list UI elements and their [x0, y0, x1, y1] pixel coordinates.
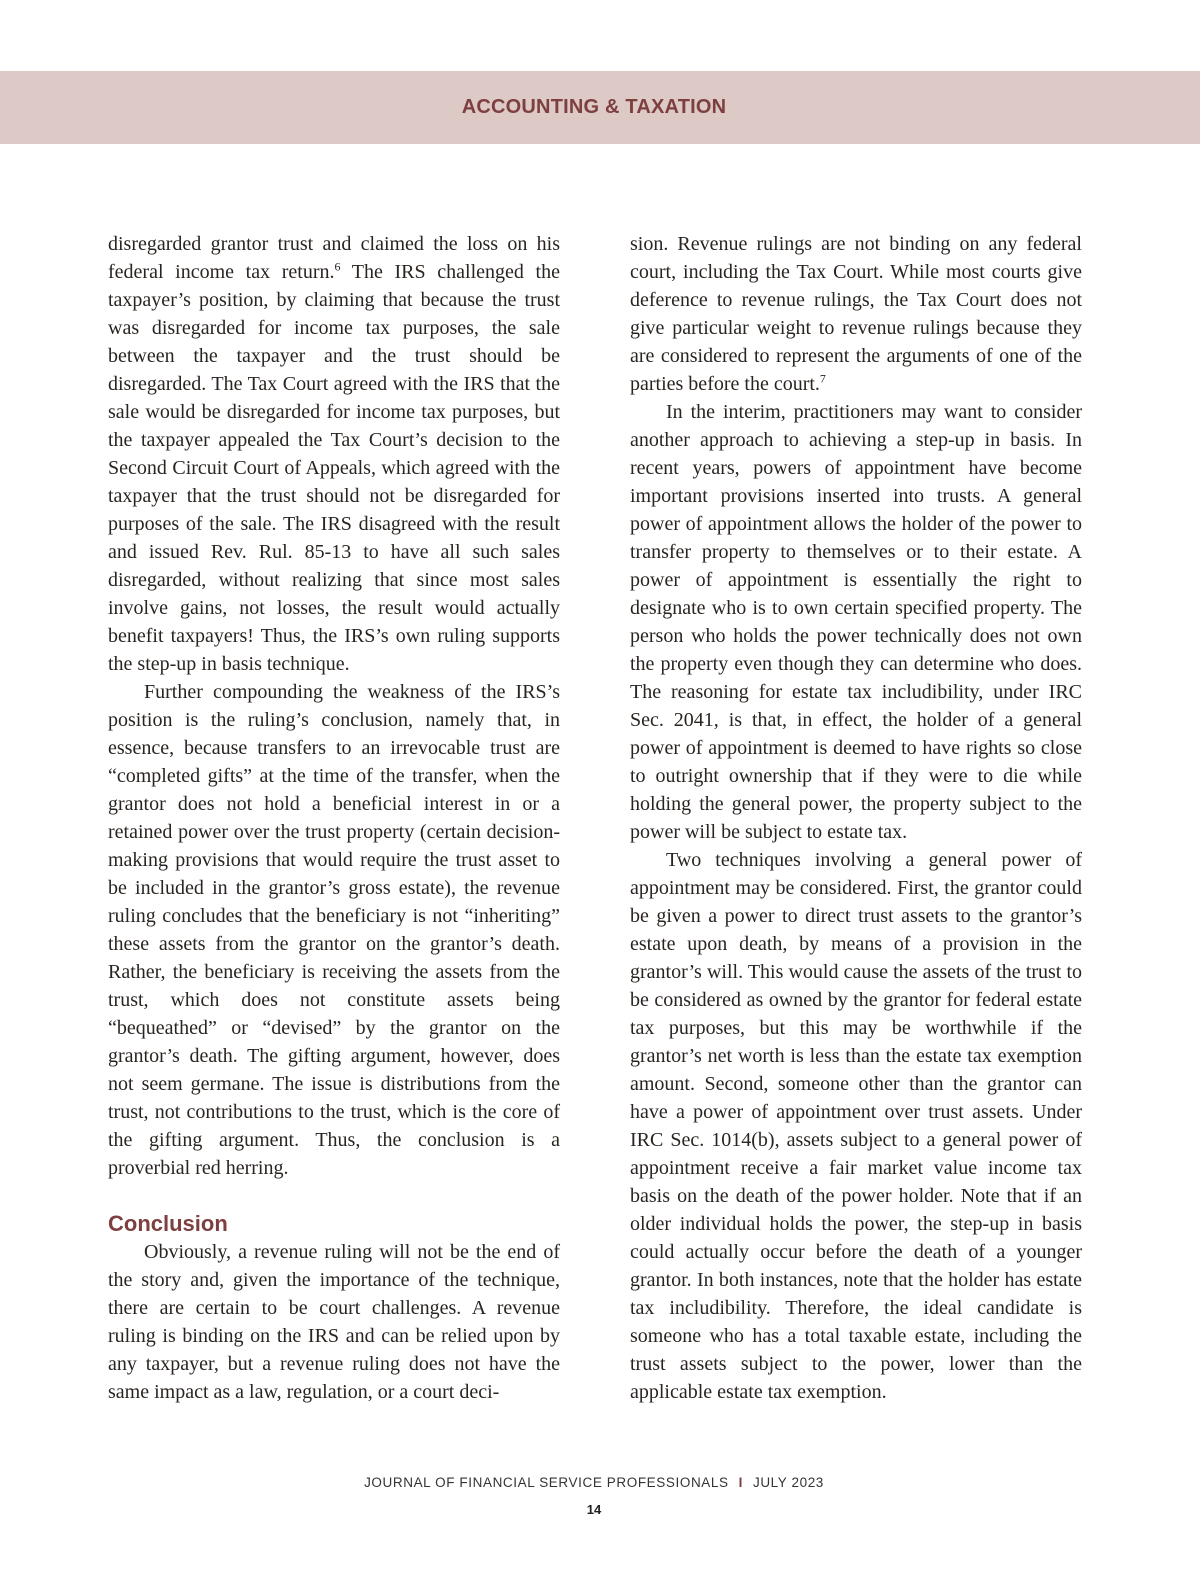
journal-name: JOURNAL OF FINANCIAL SERVICE PROFESSIONALS: [364, 1475, 729, 1490]
paragraph: Two techniques involving a general power of appointment may be considered. First, the grantor could be given a power to direct trust assets to the grantor’s estate upon death, by means of a provision in the grantor’s will. This would cause the assets of the trust to be considered as owned by the grantor for federal estate tax purposes, but this may be worthwhile if the grantor’s net worth is less than the estate tax exemption amount. Second, someone other than the grantor can have a power of appointment over trust assets. Under IRC Sec. 1014(b), assets subject to a general power of appointment receive a fair market value income tax basis on the death of the power holder. Note that if an older individual holds the power, the step-up in basis could actually occur before the death of a younger grantor. In both instances, note that the holder has estate tax includibility. Therefore, the ideal candidate is someone who has a total taxable estate, including the trust assets subject to the power, lower than the applicable estate tax exemption.: [630, 849, 1082, 1403]
paragraph: Further compounding the weakness of the IRS’s position is the ruling’s conclusion, namely that, in essence, because transfers to an irrevocable trust are “completed gifts” at the time of the transfer, when the grantor does not hold a beneficial interest in or a retained power over the trust property (certain decision-making provisions that would require the trust asset to be included in the grantor’s gross estate), the revenue ruling concludes that the beneficiary is not “inheriting” these assets from the grantor on the grantor’s death. Rather, the beneficiary is receiving the assets from the trust, which does not constitute assets being “bequeathed” or “devised” by the grantor on the grantor’s death. The gifting argument, however, does not seem germane. The issue is distributions from the trust, not contributions to the trust, which is the core of the gifting argument. Thus, the conclusion is a proverbial red herring.: [108, 681, 560, 1179]
footnote-ref[interactable]: 7: [819, 371, 826, 386]
paragraph: Obviously, a revenue ruling will not be the end of the story and, given the importance of the technique, there are certain to be court challenges. A revenue ruling is binding on the IRS and can be relied upon by any taxpayer, but a revenue ruling does not have the same impact as a law, regulation, or a court deci-: [108, 1241, 560, 1403]
footer-separator: I: [738, 1475, 743, 1490]
paragraph: [108, 230, 560, 678]
paragraph-text: sion. Revenue rulings are not binding on any federal court, including the Tax Court. While most courts give deference to revenue rulings, the Tax Court does not give particular weight to revenue rulings because they are considered to represent the arguments of one of the parties before the court.: [630, 233, 1082, 395]
paragraph: [630, 230, 1082, 398]
issue-date: JULY 2023: [752, 1475, 824, 1490]
section-title: ACCOUNTING & TAXATION: [461, 96, 727, 118]
footnote-ref[interactable]: 6: [334, 259, 341, 274]
paragraph-text: disregarded grantor trust and claimed the loss on his federal income tax return.: [108, 233, 560, 283]
right-column: [630, 230, 1082, 1406]
conclusion-heading: Conclusion: [108, 1211, 228, 1236]
left-column: [108, 230, 560, 1406]
paragraph-text: The IRS challenged the taxpayer’s position, by claiming that because the trust was disregarded for income tax purposes, the sale between the taxpayer and the trust should be disregarded. The Tax Court agreed with the IRS that the sale would be disregarded for income tax purposes, but the taxpayer appealed the Tax Court’s decision to the Second Circuit Court of Appeals, which agreed with the taxpayer that the trust should not be disregarded for purposes of the sale. The IRS disagreed with the result and issued Rev. Rul. 85-13 to have all such sales disregarded, without realizing that since most sales involve gains, not losses, the result would actually benefit taxpayers! Thus, the IRS’s own ruling supports the step-up in basis technique.: [108, 261, 560, 675]
page-footer: [0, 1475, 1188, 1490]
paragraph: In the interim, practitioners may want to consider another approach to achieving a step-up in basis. In recent years, powers of appointment have become important provisions inserted into trusts. A general power of appointment allows the holder of the power to transfer property to themselves or to their estate. A power of appointment is essentially the right to designate who is to own certain specified property. The person who holds the power technically does not own the property even though they can determine who does. The reasoning for estate tax includibility, under IRC Sec. 2041, is that, in effect, the holder of a general power of appointment is deemed to have rights so close to outright ownership that if they were to die while holding the general power, the property subject to the power will be subject to estate tax.: [630, 401, 1082, 843]
page-number: 14: [586, 1502, 602, 1517]
